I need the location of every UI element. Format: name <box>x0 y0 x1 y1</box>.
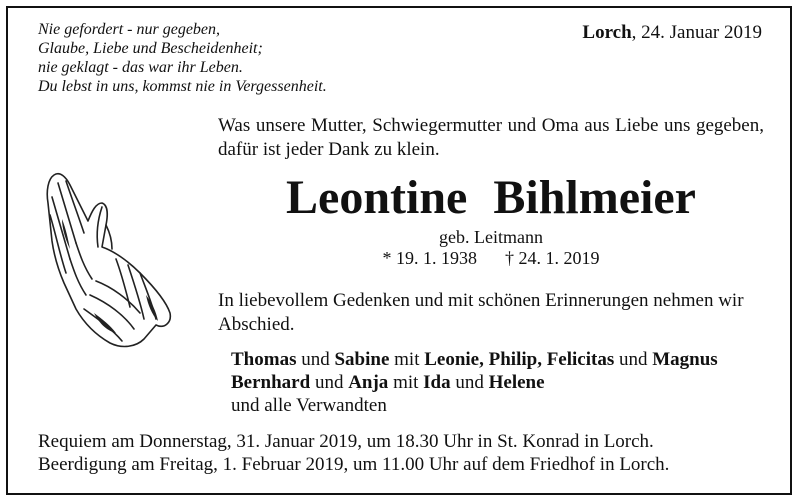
connector: und <box>296 349 335 370</box>
mourner-name: Anja <box>348 372 389 393</box>
burial-info: Beerdigung am Freitag, 1. Februar 2019, um 11.00 Uhr auf dem Friedhof in Lorch. <box>38 454 670 475</box>
birth-name: geb. Leitmann <box>439 227 543 247</box>
connector: und <box>310 372 349 393</box>
intro-text: Was unsere Mutter, Schwiegermutter und Oma aus Liebe uns gegeben, dafür ist jeder Dank zu klein. <box>218 115 764 160</box>
farewell-text: In liebevollem Gedenken und mit schönen Erinnerungen nehmen wir Abschied. <box>218 290 744 335</box>
mourner-name: Thomas <box>231 349 297 370</box>
connector: mit <box>388 372 424 393</box>
date: , 24. Januar 2019 <box>631 22 762 43</box>
mourner-name: Leonie, Philip, Felicitas <box>424 349 615 370</box>
connector: und <box>614 349 653 370</box>
poem <box>38 20 327 96</box>
connector: mit <box>389 349 425 370</box>
mourners <box>231 348 718 417</box>
requiem-info: Requiem am Donnerstag, 31. Januar 2019, um 18.30 Uhr in St. Konrad in Lorch. <box>38 431 654 452</box>
mourners-line <box>231 348 718 371</box>
deceased-name: Leontine Bihlmeier <box>286 171 696 224</box>
place: Lorch <box>582 22 632 43</box>
poem-line: nie geklagt - das war ihr Leben. <box>38 59 243 76</box>
mourner-name: Sabine <box>334 349 390 370</box>
life-dates <box>218 247 764 269</box>
poem-line: Glaube, Liebe und Bescheidenheit; <box>38 40 263 57</box>
mourners-line <box>231 371 718 394</box>
birth-date: * 19. 1. 1938 <box>382 248 477 268</box>
praying-hands-icon <box>36 163 176 353</box>
mourner-name: Bernhard <box>231 372 311 393</box>
poem-line: Du lebst in uns, kommst nie in Vergessenheit. <box>38 78 327 95</box>
connector: und <box>450 372 489 393</box>
death-date: † 24. 1. 2019 <box>505 248 600 268</box>
mourner-name: Helene <box>488 372 545 393</box>
mourners-line: und alle Verwandten <box>231 395 387 416</box>
mourner-name: Magnus <box>652 349 718 370</box>
mourner-name: Ida <box>423 372 451 393</box>
poem-line: Nie gefordert - nur gegeben, <box>38 21 221 38</box>
service-details <box>38 430 669 476</box>
place-date <box>582 22 762 44</box>
